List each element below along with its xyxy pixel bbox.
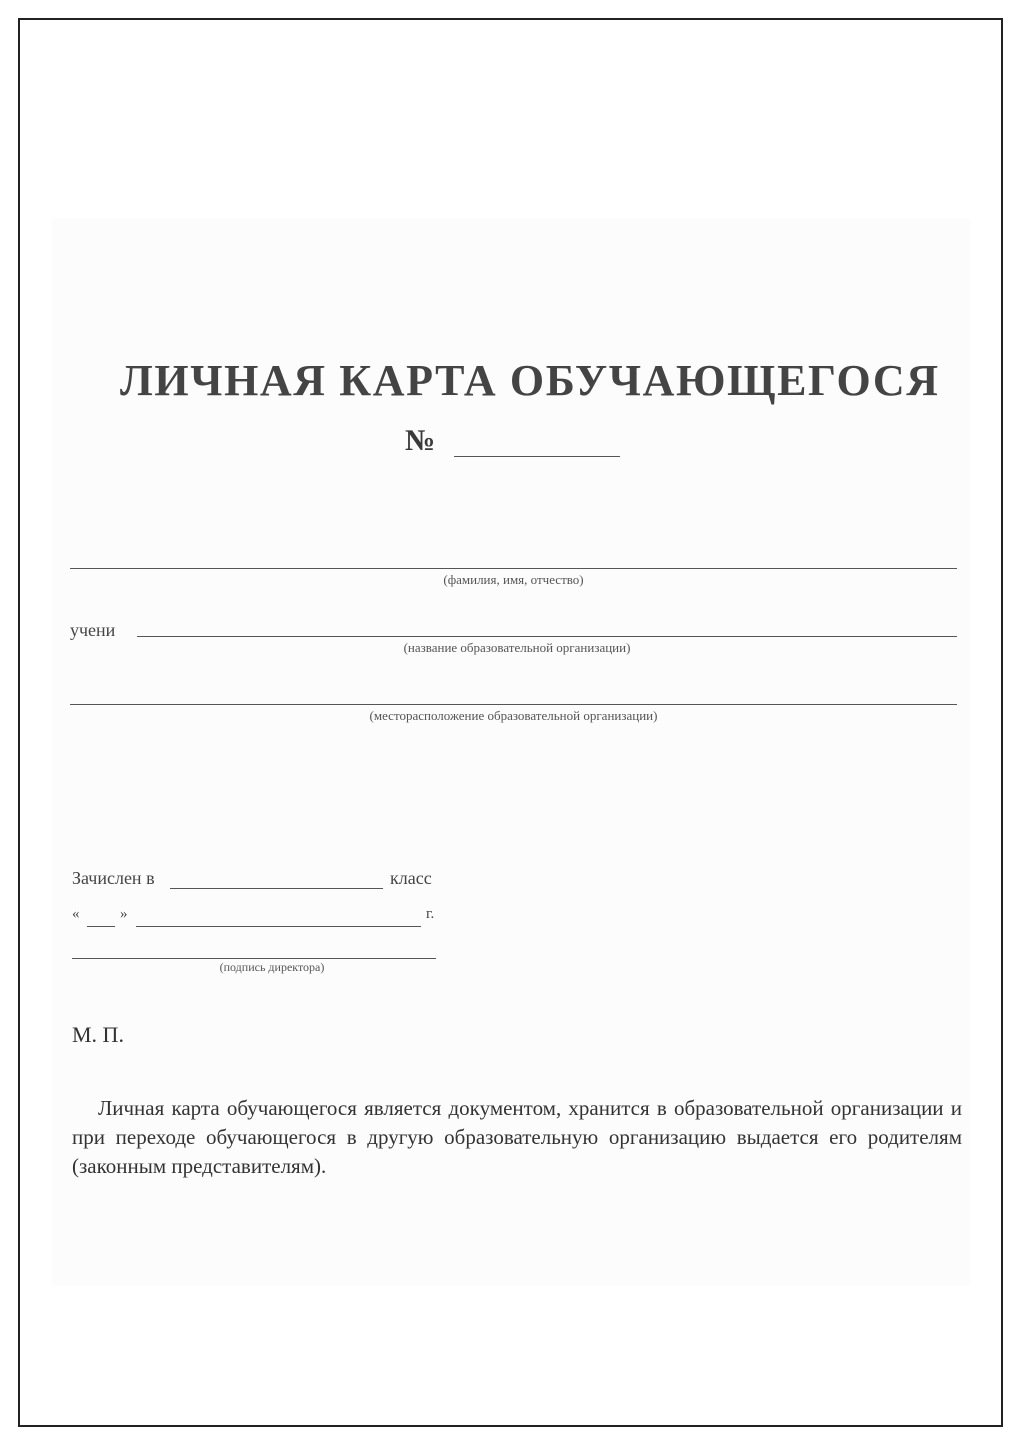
note-paragraph: Личная карта обучающегося является документом, хранится в образовательной организации и при переходе обучающегося в другую образовательную организацию выдается его родителям (законным представителям). (72, 1096, 962, 1178)
enrolled-label: Зачислен в (72, 868, 155, 888)
date-close-quote: » (120, 906, 128, 922)
director-signature-line (72, 958, 436, 959)
director-caption: (подпись директора) (219, 960, 325, 974)
date-month-line (136, 926, 421, 927)
document-title: ЛИЧНАЯ КАРТА ОБУЧАЮЩЕГОСЯ (120, 356, 940, 405)
class-label: класс (390, 868, 432, 888)
year-suffix: г. (426, 906, 435, 922)
fio-field-line (70, 568, 957, 569)
org-name-field-line (137, 636, 957, 637)
date-open-quote: « (72, 906, 80, 922)
number-field-line (454, 456, 620, 457)
class-field-line (170, 888, 383, 889)
org-location-caption: (месторасположение образовательной организации) (369, 708, 658, 723)
number-sign: № (405, 424, 436, 457)
student-label: учени (70, 620, 116, 640)
org-location-field-line (70, 704, 957, 705)
stamp-place-label: М. П. (72, 1022, 124, 1047)
org-name-caption: (название образовательной организации) (403, 640, 631, 655)
fio-caption: (фамилия, имя, отчество) (443, 572, 584, 587)
date-day-line (87, 926, 115, 927)
